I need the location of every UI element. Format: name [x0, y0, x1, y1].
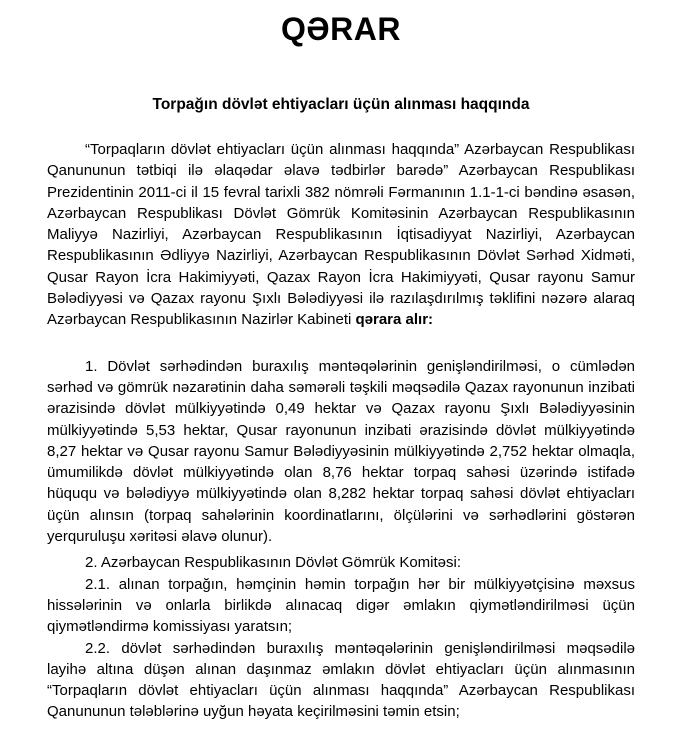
clause-2: 2. Azərbaycan Respublikasının Dövlət Gömrük Komitəsi: [85, 554, 462, 572]
clause-1: 1. Dövlət sərhədindən buraxılış məntəqələrinin genişləndirilməsi, o cümlədən sərhəd və gömrük nəzarətinin daha səmərəli təşkili məqsədilə Qazax rayonunun inzibati ərazisində dövlət mülkiyyətində 0,49 hektar və Qazax rayonu Şıxlı Bələdiyyəsinin mülkiyyətində 5,53 hektar, Qusar rayonunun inzibati ərazisində dövlət mülkiyyətində 8,27 hektar və Qusar rayonu Samur Bələdiyyəsinin mülkiyyətində 2,752 hektar olmaqla, ümumilikdə dövlət mülkiyyətində olan 8,76 hektar torpaq sahəsi üzərində istifadə hüququ və bələdiyyə mülkiyyətində olan 8,282 hektar torpaq sahəsi dövlət ehtiyacları üçün alınsın (torpaq sahələrinin koordinatlarını, ölçülərini və sərhədlərini göstərən yerquruluşu xəritəsi əlavə olunur). [47, 357, 635, 546]
document-subtitle: Torpağın dövlət ehtiyacları üçün alınması haqqında [152, 96, 530, 113]
intro-bold-text: qərara alır: [355, 311, 434, 329]
intro-text: “Torpaqların dövlət ehtiyacları üçün alınması haqqında” Azərbaycan Respublikası Qanununun tətbiqi ilə əlaqədar əlavə tədbirlər barədə” Azərbaycan Respublikası Prezidentinin 2011-ci il 15 fevral tarixli 382 nömrəli Fərmanının 1.1-1-ci bəndinə əsasən, Azərbaycan Respublikası Dövlət Gömrük Komitəsinin Azərbaycan Respublikasının Maliyyə Nazirliyi, Azərbaycan Respublikasının İqtisadiyyat Nazirliyi, Azərbaycan Respublikasının Ədliyyə Nazirliyi, Azərbaycan Respublikasının Dövlət Sərhəd Xidməti, Qusar Rayon İcra Hakimiyyəti, Qazax Rayon İcra Hakimiyyəti, Qusar rayonu Samur Bələdiyyəsi və Qazax rayonu Şıxlı Bələdiyyəsi ilə razılaşdırılmış təklifini nəzərə alaraq Azərbaycan Respublikasının Nazirlər Kabineti [47, 141, 635, 329]
document-body [47, 139, 635, 723]
document-title: QƏRAR [281, 11, 401, 47]
clause-2-2: 2.2. dövlət sərhədindən buraxılış məntəqələrinin genişləndirilməsi məqsədilə layihə altına düşən alınan daşınmaz əmlakın dövlət ehtiyacları üçün alınmasının “Torpaqların dövlət ehtiyacları üçün alınması haqqında” Azərbaycan Respublikası Qanununun tələblərinə uyğun həyata keçirilməsini təmin etsin; [47, 639, 635, 721]
intro-paragraph [47, 139, 635, 331]
clause-2-1: 2.1. alınan torpağın, həmçinin həmin torpağın hər bir mülkiyyətçisinə məxsus hissələrinin və onlarla birlikdə alınacaq digər əmlakın qiymətləndirilməsi üçün qiymətləndirmə komissiyası yaratsın; [47, 575, 635, 636]
